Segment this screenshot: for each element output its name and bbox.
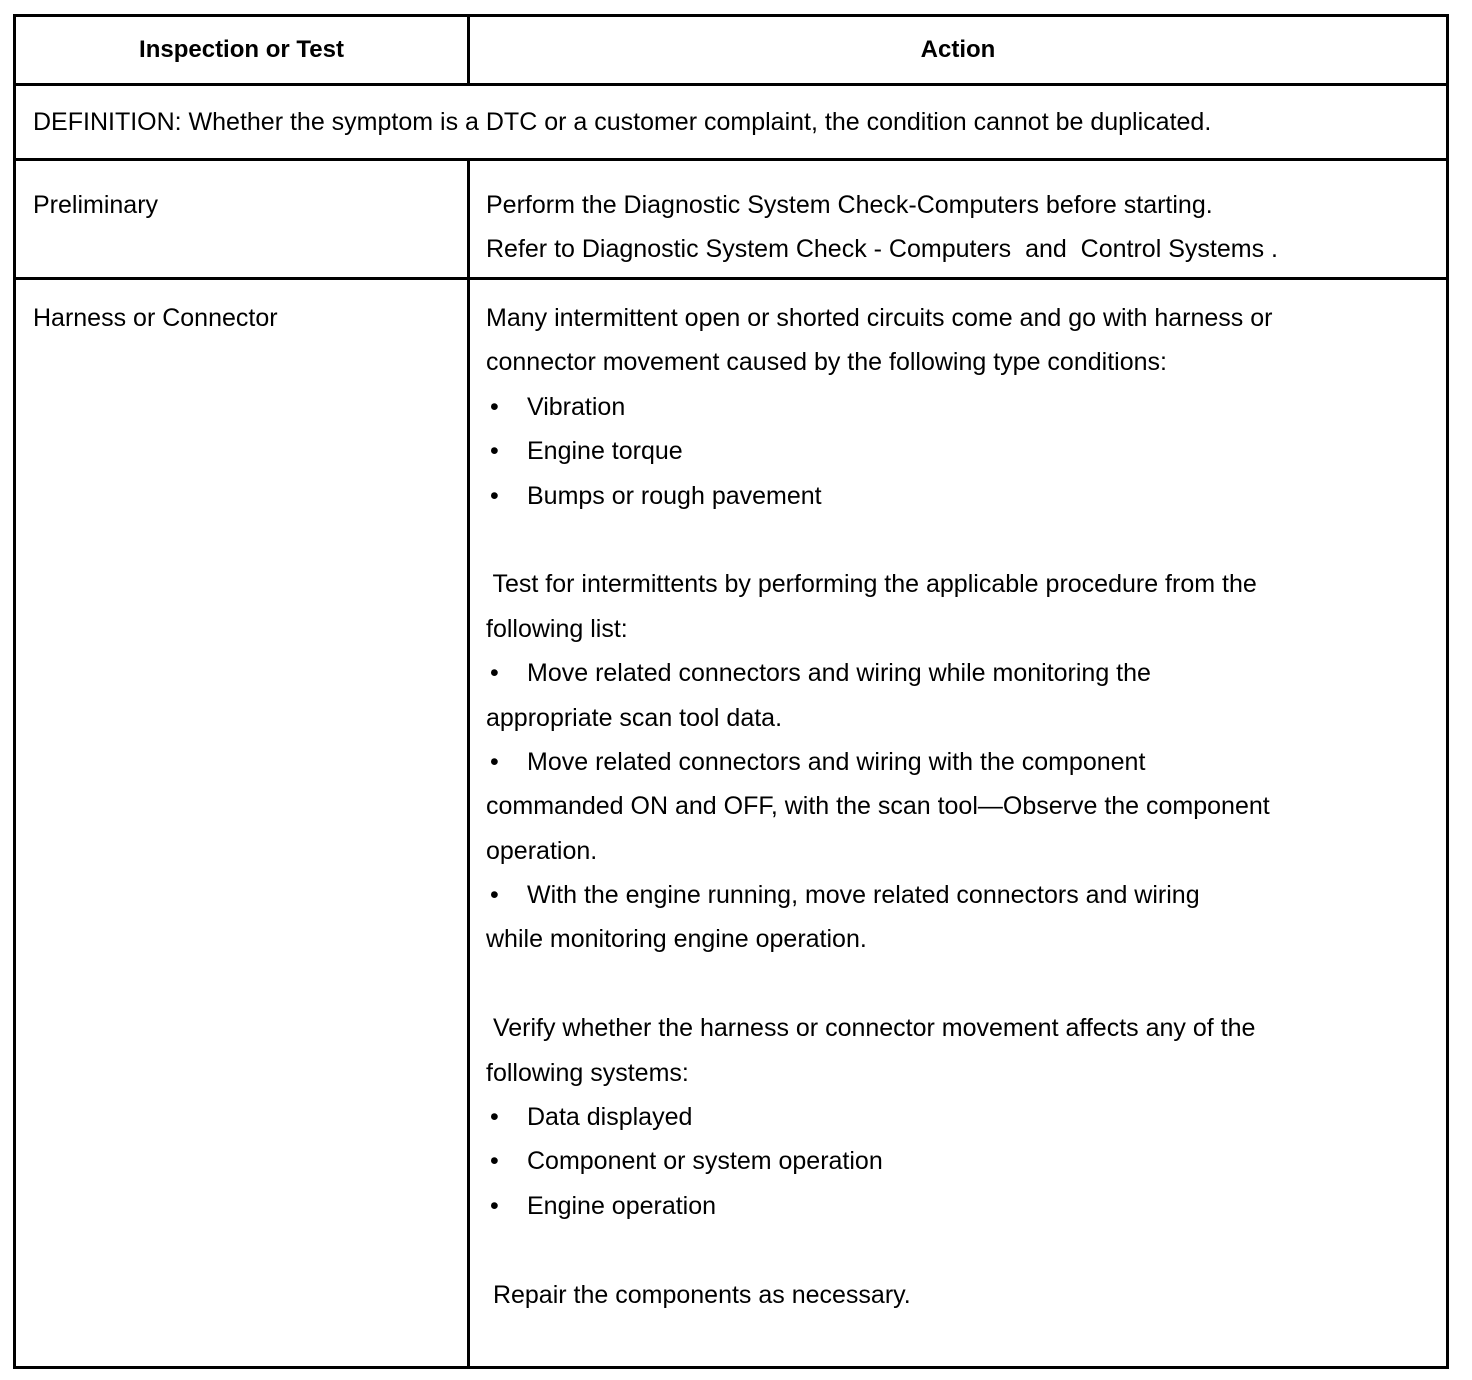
line-text: Component or system operation	[527, 1147, 883, 1176]
text-line	[486, 296, 1446, 340]
bullet-item	[486, 873, 1446, 917]
line-text: connector movement caused by the following type conditions:	[486, 348, 1167, 377]
text-line	[486, 1273, 1446, 1317]
text-line	[486, 562, 1446, 606]
bullet-item	[486, 385, 1446, 429]
text-line	[486, 696, 1446, 740]
definition-row	[15, 85, 1448, 160]
text-line	[486, 784, 1446, 828]
bullet-icon: •	[490, 747, 499, 776]
bullet-icon: •	[490, 659, 499, 688]
line-text: while monitoring engine operation.	[486, 925, 867, 954]
action-cell	[470, 161, 1446, 272]
blank-line	[486, 518, 1446, 562]
text-line	[486, 607, 1446, 651]
definition-text: DEFINITION: Whether the symptom is a DTC or a customer complaint, the condition cannot be duplicated.	[15, 85, 1448, 160]
inspection-label: Preliminary	[33, 191, 159, 219]
line-text: appropriate scan tool data.	[486, 703, 783, 732]
bullet-icon: •	[490, 1191, 499, 1220]
text-line	[486, 917, 1446, 961]
bullet-item	[486, 474, 1446, 518]
line-text: operation.	[486, 836, 598, 865]
line-text: Repair the components as necessary.	[486, 1280, 911, 1309]
line-text: Data displayed	[527, 1103, 693, 1132]
line-text: following systems:	[486, 1058, 689, 1087]
line-text: Bumps or rough pavement	[527, 481, 822, 510]
bullet-icon: •	[490, 392, 499, 421]
line-text: With the engine running, move related connectors and wiring	[527, 881, 1200, 910]
table-row	[15, 279, 1448, 1368]
action-cell	[470, 280, 1446, 1317]
line-text: Test for intermittents by performing the applicable procedure from the	[486, 570, 1257, 599]
line-text: Perform the Diagnostic System Check-Computers before starting.	[486, 191, 1213, 219]
text-line	[486, 340, 1446, 384]
bullet-item	[486, 1139, 1446, 1183]
line-text: Verify whether the harness or connector movement affects any of the	[486, 1014, 1256, 1043]
blank-line	[486, 1228, 1446, 1272]
bullet-item	[486, 1095, 1446, 1139]
inspection-table	[13, 14, 1449, 1369]
line-text: Move related connectors and wiring while monitoring the	[527, 659, 1151, 688]
bullet-icon: •	[490, 1147, 499, 1176]
table-header-row	[15, 16, 1448, 85]
header-action: Action	[469, 16, 1448, 85]
line-text: Engine operation	[527, 1191, 717, 1220]
line-text: Many intermittent open or shorted circuits come and go with harness or	[486, 304, 1273, 332]
text-line	[486, 227, 1446, 271]
blank-line	[486, 962, 1446, 1006]
inspection-label: Harness or Connector	[33, 304, 278, 332]
line-text: Vibration	[527, 392, 626, 421]
line-text: Engine torque	[527, 437, 683, 466]
text-line	[486, 1051, 1446, 1095]
line-text: Refer to Diagnostic System Check - Computers and Control Systems .	[486, 235, 1278, 264]
bullet-icon: •	[490, 481, 499, 510]
table-row	[15, 160, 1448, 279]
bullet-item	[486, 1184, 1446, 1228]
line-text: following list:	[486, 614, 628, 643]
bullet-item	[486, 740, 1446, 784]
text-line	[486, 183, 1446, 227]
bullet-icon: •	[490, 881, 499, 910]
bullet-icon: •	[490, 437, 499, 466]
text-line	[486, 1006, 1446, 1050]
line-text: Move related connectors and wiring with the component	[527, 747, 1146, 776]
bullet-icon: •	[490, 1103, 499, 1132]
header-inspection: Inspection or Test	[15, 16, 469, 85]
line-text: commanded ON and OFF, with the scan tool—Observe the component	[486, 792, 1270, 821]
text-line	[486, 829, 1446, 873]
bullet-item	[486, 429, 1446, 473]
bullet-item	[486, 651, 1446, 695]
